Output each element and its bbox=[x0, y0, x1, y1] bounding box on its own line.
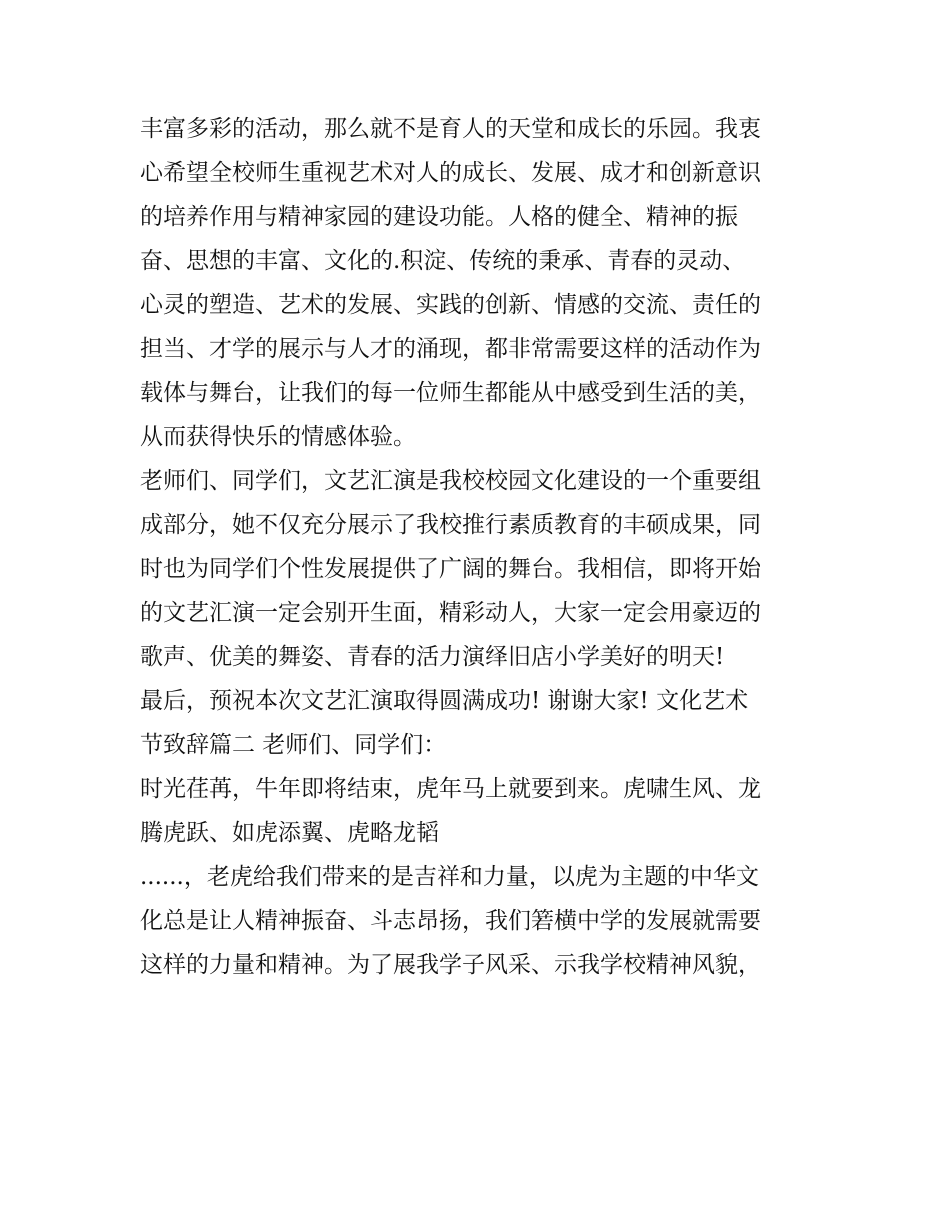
document-body bbox=[140, 107, 830, 987]
text-line: 载体与舞台，让我们的每一位师生都能从中感受到生活的美， bbox=[140, 380, 761, 406]
text-line: 最后，预祝本次文艺汇演取得圆满成功! 谢谢大家! 文化艺术 bbox=[140, 688, 749, 714]
text-line: 的文艺汇演一定会别开生面，精彩动人，大家一定会用豪迈的 bbox=[140, 600, 761, 626]
text-line: 成部分，她不仅充分展示了我校推行素质教育的丰硕成果，同 bbox=[140, 512, 761, 538]
text-line: 歌声、优美的舞姿、青春的活力演绎旧店小学美好的明天! bbox=[140, 644, 725, 670]
text-line: 腾虎跃、如虎添翼、虎略龙韬 bbox=[140, 820, 439, 846]
text-line: 节致辞篇二 老师们、同学们： bbox=[140, 732, 447, 758]
text-line: 心灵的塑造、艺术的发展、实践的创新、情感的交流、责任的 bbox=[140, 292, 761, 318]
text-line: 时光荏苒，牛年即将结束，虎年马上就要到来。虎啸生风、龙 bbox=[140, 776, 761, 802]
text-line: 的培养作用与精神家园的建设功能。人格的健全、精神的振 bbox=[140, 204, 738, 230]
text-line: 时也为同学们个性发展提供了广阔的舞台。我相信，即将开始 bbox=[140, 556, 761, 582]
text-line: ......，老虎给我们带来的是吉祥和力量，以虎为主题的中华文 bbox=[140, 864, 759, 890]
text-line: 奋、思想的丰富、文化的.积淀、传统的秉承、青春的灵动、 bbox=[140, 248, 746, 274]
text-line: 老师们、同学们，文艺汇演是我校校园文化建设的一个重要组 bbox=[140, 468, 761, 494]
text-line: 担当、才学的展示与人才的涌现，都非常需要这样的活动作为 bbox=[140, 336, 761, 362]
text-line: 丰富多彩的活动，那么就不是育人的天堂和成长的乐园。我衷 bbox=[140, 116, 761, 142]
text-line: 这样的力量和精神。为了展我学子风采、示我学校精神风貌， bbox=[140, 952, 761, 978]
text-line: 从而获得快乐的情感体验。 bbox=[140, 424, 416, 450]
text-line: 心希望全校师生重视艺术对人的成长、发展、成才和创新意识 bbox=[140, 160, 761, 186]
text-line: 化总是让人精神振奋、斗志昂扬，我们箬横中学的发展就需要 bbox=[140, 908, 761, 934]
